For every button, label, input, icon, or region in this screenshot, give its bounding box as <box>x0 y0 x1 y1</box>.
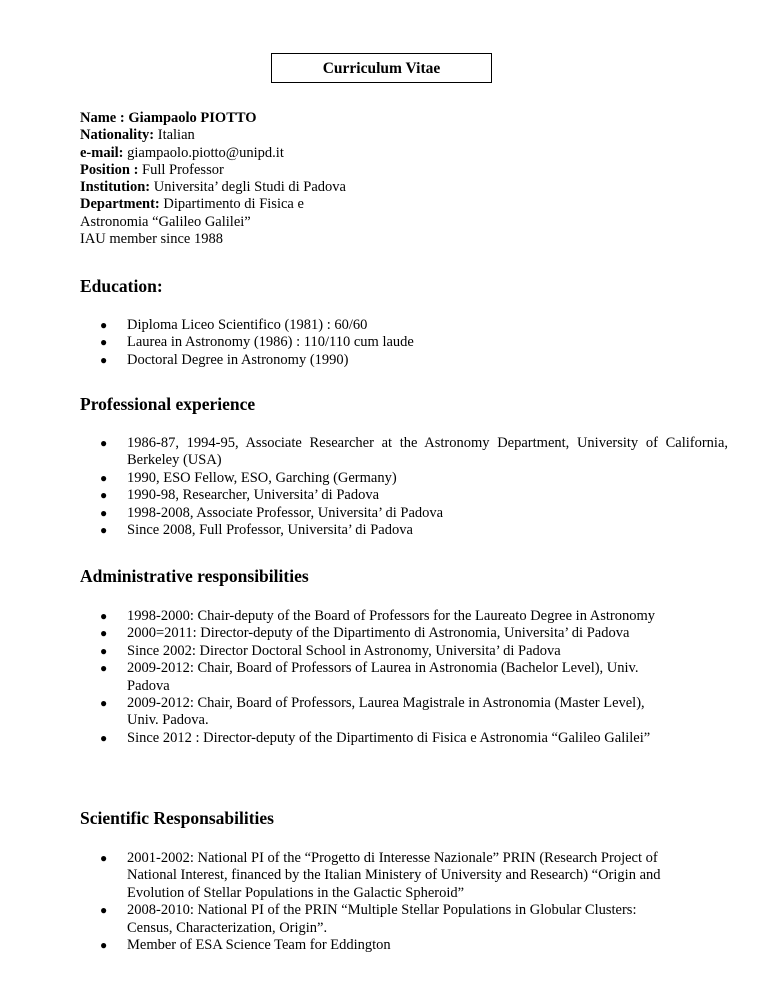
list-item-text: Doctoral Degree in Astronomy (1990) <box>127 351 349 368</box>
list-item-text: 2008-2010: National PI of the PRIN “Multiple Stellar Populations in Globular Clusters: Census, Characterization, Origin”. <box>127 902 637 936</box>
name-line <box>80 110 346 127</box>
bullet-icon: ● <box>100 523 108 538</box>
institution-line <box>80 179 346 196</box>
position-label: Position : <box>80 161 139 178</box>
document-title: Curriculum Vitae <box>271 53 492 83</box>
list-item-text: Diploma Liceo Scientifico (1981) : 60/60 <box>127 317 368 333</box>
bullet-icon: ● <box>100 938 108 953</box>
position-value: Full Professor <box>142 161 224 178</box>
administrative-section <box>80 566 728 747</box>
education-list <box>80 317 728 369</box>
department-line-2: Astronomia “Galileo Galilei” <box>80 213 251 230</box>
administrative-list <box>80 608 728 747</box>
list-item <box>80 317 728 334</box>
list-item-text: 1990-98, Researcher, Universita’ di Padova <box>127 487 380 504</box>
education-heading: Education: <box>80 276 163 296</box>
email-line <box>80 145 346 162</box>
list-item <box>80 660 668 695</box>
email-value: giampaolo.piotto@unipd.it <box>127 144 284 161</box>
position-line <box>80 162 346 179</box>
list-item <box>80 470 728 487</box>
professional-list <box>80 435 728 539</box>
bullet-icon: ● <box>100 903 108 918</box>
list-item <box>80 487 728 504</box>
scientific-heading: Scientific Responsabilities <box>80 808 274 828</box>
bullet-icon: ● <box>100 470 108 485</box>
bullet-icon: ● <box>100 730 108 745</box>
list-item-text: 2000=2011: Director-deputy of the Dipartimento di Astronomia, Universita’ di Padova <box>127 625 630 642</box>
list-item <box>80 505 728 522</box>
bullet-icon: ● <box>100 505 108 520</box>
list-item-text: 2009-2012: Chair, Board of Professors of Laurea in Astronomia (Bachelor Level), Univ. Padova <box>127 660 639 694</box>
bullet-icon: ● <box>100 335 108 350</box>
institution-value: Universita’ degli Studi di Padova <box>153 179 346 196</box>
list-item <box>80 352 728 369</box>
department-line <box>80 196 346 213</box>
scientific-list <box>80 850 728 954</box>
professional-section <box>80 394 728 539</box>
administrative-heading: Administrative responsibilities <box>80 566 309 586</box>
list-item-text: Since 2002: Director Doctoral School in Astronomy, Universita’ di Padova <box>127 642 561 659</box>
list-item-text: National PI of the “Progetto di Interesse Nazionale” PRIN (Research Project of National Interest, financed by the Italian Ministery of University and Research) “Origin and Evolution of Stellar Populations in the Galactic Spheroid” <box>127 850 661 901</box>
list-item-text: 1990, ESO Fellow, ESO, Garching (Germany) <box>127 469 397 486</box>
list-item <box>80 608 668 625</box>
list-item-text: 1998-2008, Associate Professor, Universita’ di Padova <box>127 504 444 521</box>
bullet-icon: ● <box>100 488 108 503</box>
list-item-text: Laurea in Astronomy (1986) : 110/110 cum laude <box>127 334 414 351</box>
bullet-icon: ● <box>100 318 108 332</box>
nationality-line <box>80 127 346 144</box>
bullet-icon: ● <box>100 643 108 658</box>
list-item <box>80 902 678 937</box>
email-label: e-mail: <box>80 144 124 161</box>
list-item <box>80 695 668 730</box>
bullet-icon: ● <box>100 696 108 711</box>
list-item-text: Since 2008, Full Professor, Universita’ di Padova <box>127 522 413 539</box>
bullet-icon: ● <box>100 626 108 641</box>
list-item <box>80 850 678 902</box>
list-item <box>80 435 728 470</box>
department-label: Department: <box>80 196 160 213</box>
name-value: Giampaolo PIOTTO <box>128 110 257 126</box>
list-item <box>80 730 668 747</box>
list-item-text: Since 2012 : Director-deputy of the Dipartimento di Fisica e Astronomia “Galileo Galilei” <box>127 729 651 746</box>
list-item-text: 2009-2012: Chair, Board of Professors, Laurea Magistrale in Astronomia (Master Level), Univ. Padova. <box>127 695 645 729</box>
scientific-section <box>80 808 728 954</box>
nationality-value: Italian <box>157 127 195 144</box>
bullet-icon: ● <box>100 851 108 865</box>
list-item <box>80 522 728 539</box>
nationality-label: Nationality: <box>80 127 155 144</box>
name-label: Name : <box>80 110 125 126</box>
list-item <box>80 937 678 954</box>
personal-info <box>80 110 346 248</box>
bullet-icon: ● <box>100 661 108 676</box>
professional-heading: Professional experience <box>80 394 256 414</box>
list-item <box>80 643 668 660</box>
list-item-text: 1998-2000: Chair-deputy of the Board of Professors for the Laureato Degree in Astronomy <box>127 608 656 624</box>
bullet-icon: ● <box>100 352 108 367</box>
education-section <box>80 276 728 369</box>
iau-line: IAU member since 1988 <box>80 231 223 248</box>
list-item-text: 2001-2002: <box>127 850 194 866</box>
department-value-line1: Dipartimento di Fisica e <box>163 196 304 213</box>
list-item-text: 1986-87, 1994-95, Associate Researcher at the Astronomy Department, University of California, Berkeley (USA) <box>127 435 728 469</box>
list-item <box>80 625 668 642</box>
list-item-text: Member of ESA Science Team for Eddington <box>127 937 391 954</box>
bullet-icon: ● <box>100 436 108 450</box>
bullet-icon: ● <box>100 609 108 623</box>
institution-label: Institution: <box>80 179 151 196</box>
list-item <box>80 334 728 351</box>
